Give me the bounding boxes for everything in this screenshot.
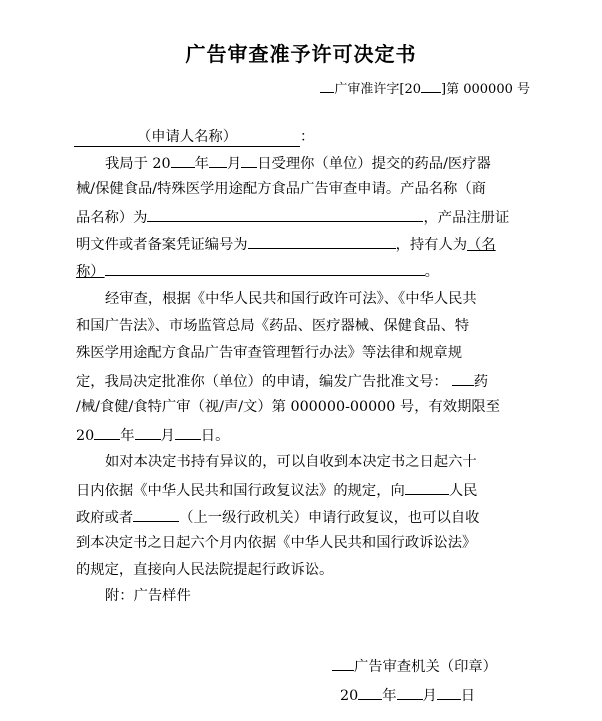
applicant-line: （申请人名称） ： [74,128,314,147]
para2-line2: 和国广告法》、市场监管总局《药品、医疗器械、保健食品、特 [76,318,470,334]
para2-line6: 20 年 月 日。 [76,425,229,445]
para2-line4: 定，我局决定批准你（单位）的申请，编发广告批准文号： 药 [76,371,488,391]
blank[interactable] [452,371,474,386]
attachment-note: 附：广告样件 [105,588,191,604]
blank[interactable] [105,261,425,276]
document-number: 广审准许字[20 ]第 000000 号 [320,78,530,97]
para1-line2: 械/保健食品/特殊医学用途配方食品广告审查申请。产品名称（商 [76,181,486,197]
para2-line3: 殊医学用途配方食品广告审查管理暂行办法》等法律和规章规 [76,345,463,361]
blank[interactable] [147,207,423,222]
blank[interactable] [397,685,423,700]
para1-line5: 称） 。 [76,261,439,281]
applicant-name: （申请人名称） [74,128,300,147]
para2-line1: 经审查，根据《中华人民共和国行政许可法》、《中华人民共 [105,291,477,307]
para1-line1: 我局于 20 年 月 日受理你（单位）提交的药品/医疗器 [105,153,491,173]
para1-line4: 明文件或者备案凭证编号为 ，持有人为（名 [76,234,496,254]
blank[interactable] [135,425,161,440]
blank[interactable] [171,153,195,168]
para2-line5: /械/食健/食特广审（视/声/文）第 000000-00000 号，有效期限至 [76,399,500,415]
para3-line5: 的规定，直接向人民法院提起行政诉讼。 [76,562,334,578]
para1-line3: 品名称）为 ，产品注册证 [76,207,509,227]
para3-line1: 如对本决定书持有异议的，可以自收到本决定书之日起六十 [105,454,477,470]
blank[interactable] [405,480,449,495]
blank[interactable] [320,78,334,93]
blank[interactable] [133,507,179,522]
para3-line3: 政府或者 （上一级行政机关）申请行政复议，也可以自收 [76,507,479,527]
para3-line2: 日内依据《中华人民共和国行政复议法》的规定，向 人民 [76,480,477,500]
blank[interactable] [421,78,441,93]
blank[interactable] [175,425,201,440]
issuing-authority: 广告审查机关（印章） [332,656,497,676]
blank[interactable] [358,685,382,700]
blank[interactable] [248,234,396,249]
blank[interactable] [241,153,257,168]
blank[interactable] [437,685,461,700]
blank[interactable] [94,425,120,440]
para3-line4: 到本决定书之日起六个月内依据《中华人民共和国行政诉讼法》 [76,535,477,551]
blank[interactable] [209,153,227,168]
footer-date: 20 年 月 日 [340,685,475,705]
blank[interactable] [332,656,354,671]
document-title: 广告审查准予许可决定书 [185,42,417,66]
